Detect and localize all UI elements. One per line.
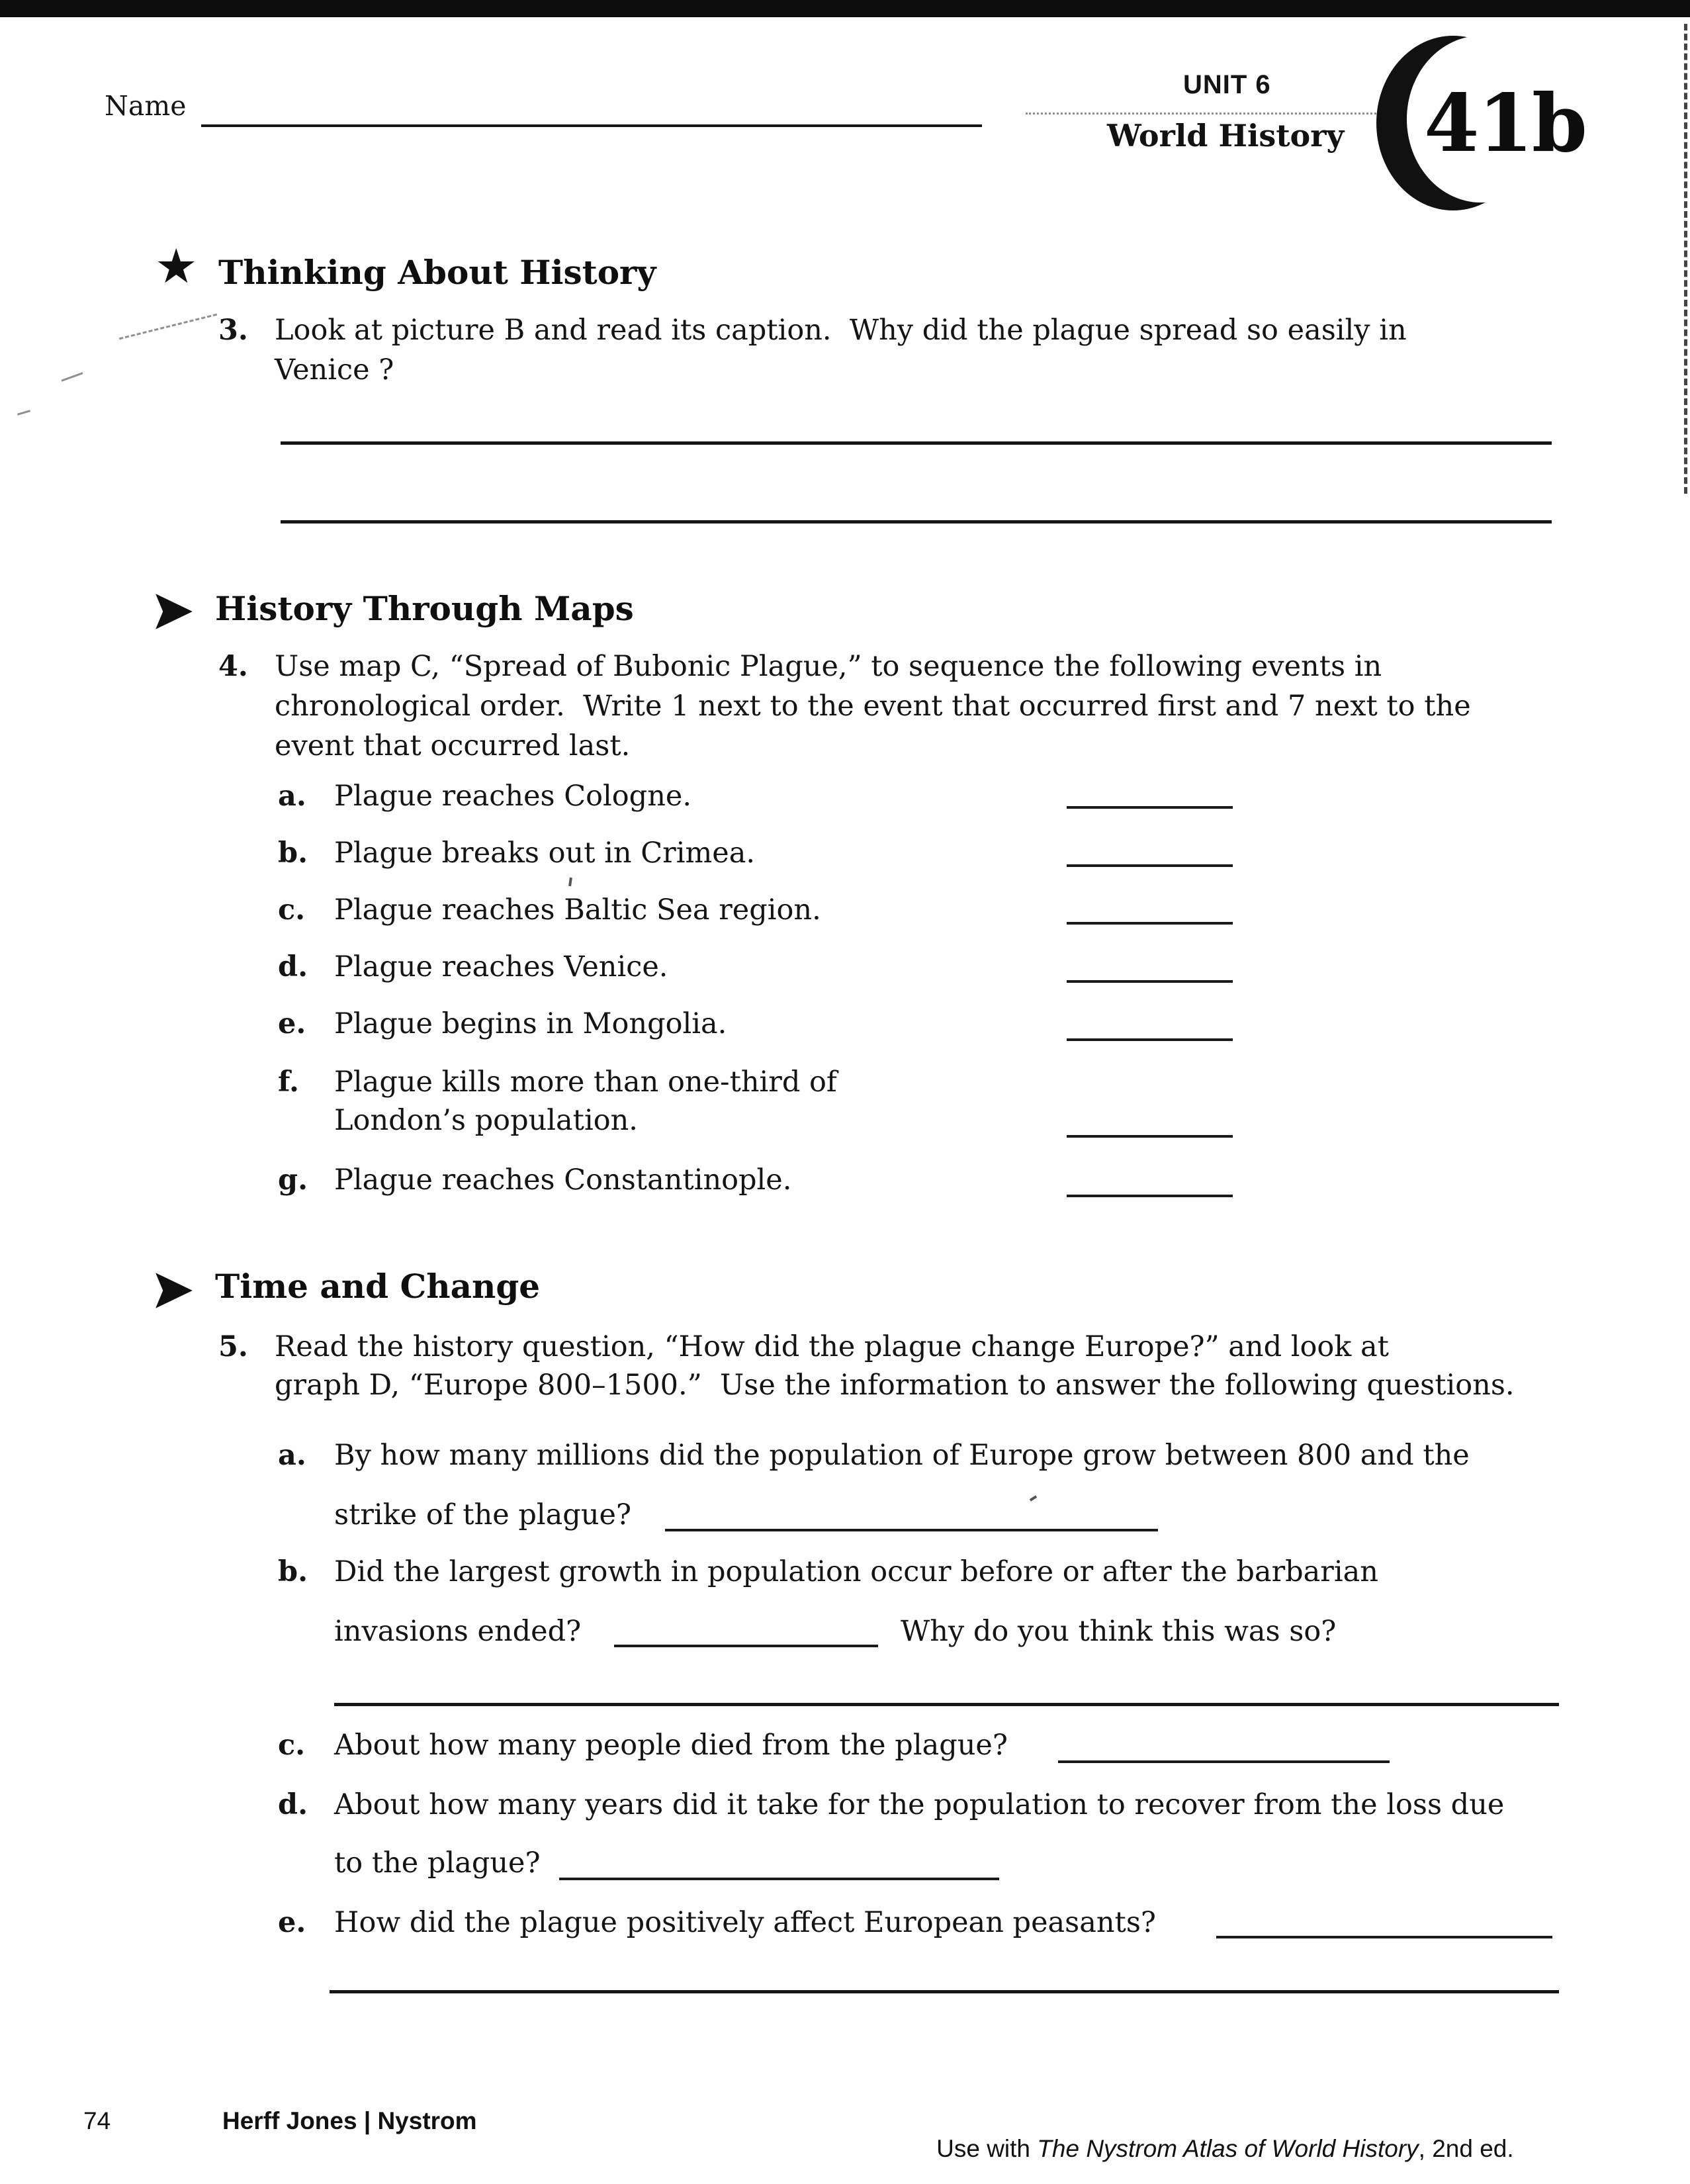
list-item-letter: a. bbox=[278, 780, 306, 813]
list-item-text: Plague reaches Venice. bbox=[334, 950, 668, 983]
footer-source-prefix: Use with bbox=[936, 2135, 1038, 2162]
sequence-blank-a[interactable] bbox=[1067, 806, 1233, 809]
list-item-text: invasions ended? bbox=[334, 1615, 582, 1648]
sequence-blank-f[interactable] bbox=[1067, 1135, 1233, 1138]
section-title-history-through-maps: History Through Maps bbox=[215, 589, 634, 628]
arrow-icon bbox=[155, 593, 193, 630]
answer-blank-5a[interactable] bbox=[665, 1529, 1158, 1531]
footer-source-suffix: , 2nd ed. bbox=[1418, 2135, 1514, 2162]
list-item-text: Did the largest growth in population occur before or after the barbarian bbox=[334, 1555, 1378, 1588]
question-text: Use map C, “Spread of Bubonic Plague,” to sequence the following events in bbox=[275, 650, 1382, 683]
answer-line-5e[interactable] bbox=[330, 1990, 1559, 1993]
question-text: graph D, “Europe 800–1500.” Use the information to answer the following questions. bbox=[275, 1369, 1515, 1402]
question-number: 3. bbox=[218, 314, 248, 347]
footer-source bbox=[909, 2107, 1514, 2184]
list-item-letter: c. bbox=[278, 893, 306, 927]
sequence-blank-g[interactable] bbox=[1067, 1195, 1233, 1197]
list-item-text: Plague breaks out in Crimea. bbox=[334, 837, 755, 870]
list-item-text: Plague kills more than one-third of bbox=[334, 1066, 837, 1099]
pencil-mark bbox=[17, 410, 30, 415]
question-text: Venice ? bbox=[275, 353, 394, 387]
list-item-letter: a. bbox=[278, 1439, 306, 1472]
question-text: Look at picture B and read its caption. Why did the plague spread so easily in bbox=[275, 314, 1407, 347]
list-item-text: Why do you think this was so? bbox=[901, 1615, 1337, 1648]
footer-source-title: The Nystrom Atlas of World History bbox=[1037, 2135, 1419, 2162]
answer-line-5b[interactable] bbox=[334, 1703, 1559, 1706]
lesson-badge: 41b bbox=[1424, 77, 1586, 170]
sequence-blank-b[interactable] bbox=[1067, 864, 1233, 867]
header-dotted-rule bbox=[1026, 113, 1380, 114]
section-title-time-and-change: Time and Change bbox=[215, 1267, 541, 1306]
answer-blank-5c[interactable] bbox=[1058, 1760, 1390, 1763]
list-item-letter: b. bbox=[278, 837, 308, 870]
pencil-mark bbox=[119, 314, 217, 340]
scan-artifact-top-bar bbox=[0, 0, 1690, 17]
question-number: 4. bbox=[218, 650, 248, 683]
answer-blank-5e[interactable] bbox=[1216, 1936, 1552, 1938]
question-text: chronological order. Write 1 next to the event that occurred first and 7 next to the bbox=[275, 690, 1471, 723]
list-item-text: Plague reaches Cologne. bbox=[334, 780, 692, 813]
question-text: event that occurred last. bbox=[275, 729, 631, 762]
list-item-text: How did the plague positively affect European peasants? bbox=[334, 1906, 1156, 1939]
list-item-letter: d. bbox=[278, 950, 308, 983]
footer-publisher: Herff Jones | Nystrom bbox=[222, 2107, 477, 2134]
list-item-letter: f. bbox=[278, 1066, 299, 1099]
section-title-thinking-about-history: Thinking About History bbox=[218, 253, 656, 292]
answer-line-q3-1[interactable] bbox=[281, 441, 1552, 445]
scan-artifact-right-edge bbox=[1684, 24, 1687, 494]
question-text: Read the history question, “How did the plague change Europe?” and look at bbox=[275, 1330, 1389, 1363]
list-item-text: Plague reaches Constantinople. bbox=[334, 1163, 792, 1197]
sequence-blank-c[interactable] bbox=[1067, 922, 1233, 925]
sequence-blank-e[interactable] bbox=[1067, 1038, 1233, 1041]
name-write-line[interactable] bbox=[201, 124, 982, 127]
answer-blank-5d[interactable] bbox=[559, 1878, 999, 1880]
question-number: 5. bbox=[218, 1330, 248, 1363]
list-item-text: By how many millions did the population of Europe grow between 800 and the bbox=[334, 1439, 1470, 1472]
list-item-letter: c. bbox=[278, 1729, 306, 1762]
list-item-text: to the plague? bbox=[334, 1846, 541, 1880]
pencil-mark bbox=[62, 372, 83, 381]
list-item-text: Plague reaches Baltic Sea region. bbox=[334, 893, 821, 927]
list-item-text: About how many people died from the plague? bbox=[334, 1729, 1008, 1762]
arrow-icon bbox=[155, 1272, 193, 1309]
scan-speck bbox=[568, 878, 572, 886]
scan-speck bbox=[1030, 1495, 1037, 1501]
answer-blank-5b[interactable] bbox=[614, 1645, 878, 1647]
list-item-letter: b. bbox=[278, 1555, 308, 1588]
list-item-letter: d. bbox=[278, 1788, 308, 1821]
list-item-text: strike of the plague? bbox=[334, 1498, 632, 1531]
sequence-blank-d[interactable] bbox=[1067, 980, 1233, 983]
name-label: Name bbox=[105, 90, 187, 122]
list-item-text: London’s population. bbox=[334, 1104, 638, 1137]
answer-line-q3-2[interactable] bbox=[281, 520, 1552, 523]
list-item-letter: e. bbox=[278, 1007, 306, 1040]
list-item-text: Plague begins in Mongolia. bbox=[334, 1007, 727, 1040]
unit-label: UNIT 6 bbox=[1183, 70, 1271, 99]
star-icon: ★ bbox=[155, 238, 198, 294]
subject-label: World History bbox=[1107, 118, 1345, 154]
list-item-text: About how many years did it take for the population to recover from the loss due bbox=[334, 1788, 1505, 1821]
footer-page-number: 74 bbox=[83, 2107, 111, 2134]
list-item-letter: e. bbox=[278, 1906, 306, 1939]
list-item-letter: g. bbox=[278, 1163, 308, 1197]
